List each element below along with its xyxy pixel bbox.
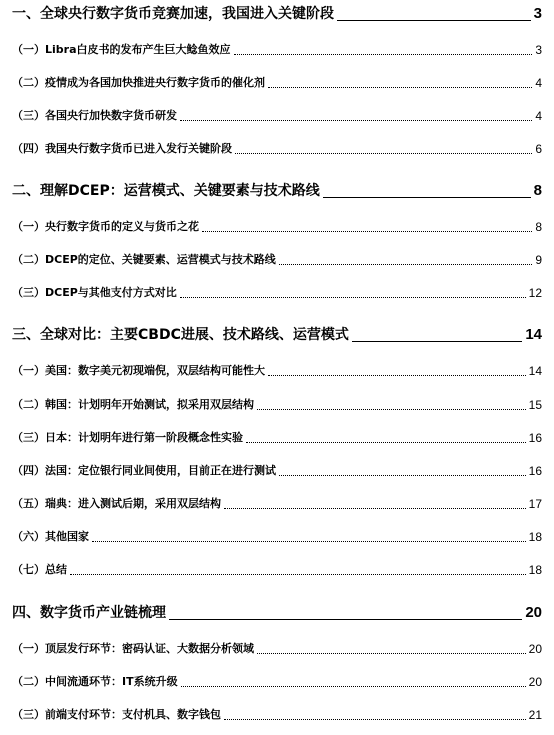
- toc-entry-page: 21: [528, 708, 542, 722]
- toc-entry-title: （一）顶层发行环节：密码认证、大数据分析领域: [12, 642, 254, 655]
- toc-entry-page: 4: [535, 76, 542, 90]
- toc-entry-page: 3: [535, 43, 542, 57]
- toc-entry-page: 6: [535, 142, 542, 156]
- toc-leader-dots: [246, 442, 526, 443]
- toc-leader-dots: [268, 87, 532, 88]
- toc-entry-title: （二）疫情成为各国加快推进央行数字货币的催化剂: [12, 76, 265, 89]
- toc-entry-title: （七）总结: [12, 563, 67, 576]
- toc-leader-dots: [257, 653, 526, 654]
- toc-entry-page: 18: [528, 530, 542, 544]
- toc-entry-page: 14: [525, 326, 542, 343]
- toc-entry-section-4-3[interactable]: [12, 706, 542, 724]
- toc-entry-title: （四）我国央行数字货币已进入发行关键阶段: [12, 142, 232, 155]
- toc-entry-title: 四、数字货币产业链梳理: [12, 605, 166, 621]
- toc-entry-section-4-1[interactable]: [12, 640, 542, 658]
- toc-entry-page: 20: [528, 642, 542, 656]
- toc-entry-page: 17: [528, 497, 542, 511]
- toc-entry-section-3-2[interactable]: [12, 396, 542, 414]
- toc-entry-section-2[interactable]: [12, 180, 542, 202]
- toc-entry-title: （一）Libra白皮书的发布产生巨大鲶鱼效应: [12, 43, 231, 56]
- toc-entry-section-2-3[interactable]: [12, 284, 542, 302]
- toc-leader-dots: [234, 54, 533, 55]
- toc-entry-section-2-2[interactable]: [12, 251, 542, 269]
- toc-entry-page: 9: [535, 253, 542, 267]
- toc-entry-page: 20: [525, 604, 542, 621]
- toc-leader-line: [323, 197, 531, 198]
- toc-leader-dots: [92, 541, 526, 542]
- toc-entry-section-3-7[interactable]: [12, 561, 542, 579]
- toc-entry-page: 16: [528, 431, 542, 445]
- toc-entry-page: 4: [535, 109, 542, 123]
- toc-entry-section-1-3[interactable]: [12, 107, 542, 125]
- toc-entry-section-1-4[interactable]: [12, 140, 542, 158]
- toc-leader-dots: [181, 686, 526, 687]
- toc-entry-section-1-2[interactable]: [12, 74, 542, 92]
- toc-entry-section-3-1[interactable]: [12, 362, 542, 380]
- toc-leader-dots: [279, 264, 533, 265]
- toc-entry-section-2-1[interactable]: [12, 218, 542, 236]
- toc-entry-title: 三、全球对比：主要CBDC进展、技术路线、运营模式: [12, 327, 349, 343]
- toc-entry-page: 15: [528, 398, 542, 412]
- toc-entry-section-4[interactable]: [12, 602, 542, 624]
- toc-leader-dots: [268, 375, 526, 376]
- toc-entry-title: （二）中间流通环节：IT系统升级: [12, 675, 178, 688]
- toc-entry-section-3-4[interactable]: [12, 462, 542, 480]
- toc-leader-dots: [235, 153, 532, 154]
- toc-entry-page: 12: [528, 286, 542, 300]
- toc-entry-page: 16: [528, 464, 542, 478]
- toc-entry-title: （二）韩国：计划明年开始测试，拟采用双层结构: [12, 398, 254, 411]
- toc-entry-section-3-5[interactable]: [12, 495, 542, 513]
- toc-leader-dots: [202, 231, 532, 232]
- toc-entry-title: （五）瑞典：进入测试后期，采用双层结构: [12, 497, 221, 510]
- toc-entry-page: 3: [533, 5, 542, 22]
- toc-leader-line: [337, 20, 531, 21]
- toc-leader-line: [352, 341, 522, 342]
- toc-entry-title: （一）美国：数字美元初现端倪，双层结构可能性大: [12, 364, 265, 377]
- toc-entry-section-3-3[interactable]: [12, 429, 542, 447]
- toc-entry-title: （二）DCEP的定位、关键要素、运营模式与技术路线: [12, 253, 276, 266]
- toc-leader-dots: [224, 719, 526, 720]
- toc-leader-line: [169, 619, 522, 620]
- toc-leader-dots: [180, 297, 526, 298]
- toc-entry-page: 8: [533, 182, 542, 199]
- toc-entry-section-4-2[interactable]: [12, 673, 542, 691]
- toc-entry-title: （三）日本：计划明年进行第一阶段概念性实验: [12, 431, 243, 444]
- toc-leader-dots: [224, 508, 526, 509]
- toc-entry-section-1-1[interactable]: [12, 41, 542, 59]
- toc-entry-title: （三）DCEP与其他支付方式对比: [12, 286, 177, 299]
- toc-leader-dots: [279, 475, 526, 476]
- toc-leader-dots: [257, 409, 526, 410]
- toc-entry-title: 一、全球央行数字货币竞赛加速，我国进入关键阶段: [12, 6, 334, 22]
- toc-entry-page: 8: [535, 220, 542, 234]
- toc-entry-page: 18: [528, 563, 542, 577]
- toc-entry-section-3[interactable]: [12, 324, 542, 346]
- toc-leader-dots: [70, 574, 526, 575]
- toc-entry-title: （六）其他国家: [12, 530, 89, 543]
- toc-entry-title: （三）前端支付环节：支付机具、数字钱包: [12, 708, 221, 721]
- toc-entry-section-1[interactable]: [12, 3, 542, 25]
- toc-entry-page: 20: [528, 675, 542, 689]
- toc-leader-dots: [180, 120, 532, 121]
- toc-entry-title: （三）各国央行加快数字货币研发: [12, 109, 177, 122]
- toc-entry-title: 二、理解DCEP：运营模式、关键要素与技术路线: [12, 183, 320, 199]
- toc-entry-page: 14: [528, 364, 542, 378]
- toc-entry-title: （一）央行数字货币的定义与货币之花: [12, 220, 199, 233]
- toc-entry-title: （四）法国：定位银行同业间使用，目前正在进行测试: [12, 464, 276, 477]
- toc-entry-section-3-6[interactable]: [12, 528, 542, 546]
